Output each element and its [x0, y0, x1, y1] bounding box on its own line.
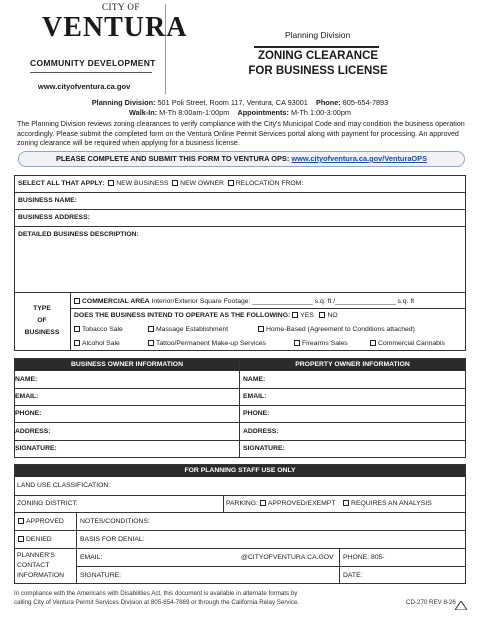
parking-label: PARKING:	[226, 500, 258, 507]
yes-label: YES	[300, 312, 314, 319]
zoning-district-field[interactable]: ZONING DISTRICT:	[17, 500, 78, 507]
divider	[14, 530, 466, 531]
date-field[interactable]: DATE:	[343, 572, 363, 579]
no-checkbox[interactable]	[319, 312, 325, 318]
planner-email-field[interactable]: EMAIL:	[80, 554, 103, 561]
new-business-checkbox[interactable]	[108, 180, 114, 186]
cannabis-checkbox[interactable]	[370, 340, 376, 346]
denied-checkbox[interactable]	[18, 536, 24, 542]
divider	[14, 405, 466, 406]
massage-checkbox[interactable]	[148, 326, 154, 332]
logo-divider	[30, 72, 152, 73]
owners-box	[14, 358, 466, 458]
logo-city-of: CITY OF	[102, 2, 140, 12]
no-label: NO	[327, 312, 338, 319]
commercial-area-label: COMMERCIAL AREA	[82, 298, 150, 305]
tobacco-checkbox[interactable]	[74, 326, 80, 332]
address-label: Planning Division:	[91, 98, 156, 107]
phone-label: Phone:	[315, 98, 341, 107]
appointments-value: M-Th 1:00-3:00pm	[290, 108, 351, 117]
banner-link[interactable]: www.cityofventura.ca.gov/VenturaOPS	[291, 154, 428, 163]
relocation-checkbox[interactable]	[228, 180, 234, 186]
property-owner-name-field[interactable]: NAME:	[243, 376, 266, 383]
property-owner-address-field[interactable]: ADDRESS:	[243, 428, 279, 435]
of-label: OF	[37, 317, 47, 324]
firearms-checkbox[interactable]	[294, 340, 300, 346]
approved-exempt-label: APPROVED/EXEMPT	[267, 500, 336, 507]
divider	[14, 422, 466, 423]
address-line	[0, 98, 480, 107]
property-owner-signature-field[interactable]: SIGNATURE:	[243, 445, 285, 452]
sqft-text: Interior/Exterior Square Footage: ________________ s.q. ft /________________ s.q. ft	[151, 298, 415, 305]
business-info-box	[14, 175, 466, 351]
relocation-label: RELOCATION FROM:	[235, 180, 304, 187]
approved-label: APPROVED	[26, 518, 64, 525]
business-owner-signature-field[interactable]: SIGNATURE:	[15, 445, 57, 452]
land-use-field[interactable]: LAND USE CLASSIFICATION:	[17, 482, 111, 489]
notes-field[interactable]: NOTES/CONDITIONS:	[80, 518, 150, 525]
business-owner-phone-field[interactable]: PHONE:	[15, 410, 42, 417]
business-owner-header: BUSINESS OWNER INFORMATION	[15, 359, 239, 371]
intend-row	[74, 312, 338, 319]
new-owner-label: NEW OWNER	[180, 180, 224, 187]
commercial-area-row	[74, 298, 414, 305]
property-owner-phone-field[interactable]: PHONE:	[243, 410, 270, 417]
form-number: CD-270 REV 8-26	[406, 599, 456, 606]
business-address-field[interactable]: BUSINESS ADDRESS:	[18, 214, 90, 221]
divider	[223, 495, 224, 512]
planner-signature-field[interactable]: SIGNATURE:	[80, 572, 122, 579]
divider	[14, 440, 466, 441]
divider	[14, 512, 466, 513]
divider	[76, 566, 466, 567]
ada-notice-line2: calling City of Ventura Permit Services Division at 805-654-7869 or through the California Relay Service.	[14, 599, 300, 606]
walkin-value: M-Th 8:00am-1:00pm	[159, 108, 230, 117]
requires-analysis-checkbox[interactable]	[343, 500, 349, 506]
recycle-icon	[455, 597, 467, 606]
appointments-label: Appointments:	[237, 108, 289, 117]
email-domain: @CITYOFVENTURA.CA.GOV	[241, 554, 334, 561]
home-based-label: Home-Based (Agreement to Conditions attached)	[266, 326, 415, 333]
logo-community-development: COMMUNITY DEVELOPMENT	[30, 58, 156, 68]
commercial-area-checkbox[interactable]	[74, 298, 80, 304]
business-owner-address-field[interactable]: ADDRESS:	[15, 428, 51, 435]
requires-analysis-label: REQUIRES AN ANALYSIS	[351, 500, 432, 507]
planning-division-label: Planning Division	[285, 30, 351, 40]
new-business-label: NEW BUSINESS	[116, 180, 169, 187]
new-owner-checkbox[interactable]	[172, 180, 178, 186]
divider	[14, 209, 466, 210]
website-link[interactable]: www.cityofventura.ca.gov	[38, 82, 131, 91]
select-all-label: SELECT ALL THAT APPLY:	[18, 180, 105, 187]
logo-ventura: VENTURA	[42, 12, 188, 43]
ada-notice-line1: In compliance with the Americans with Disabilities Act, this document is available in alternate formats by	[14, 590, 298, 597]
tattoo-label: Tattoo/Permanent Make-up Services	[156, 340, 266, 347]
walkin-label: Walk-In:	[129, 108, 158, 117]
basis-field[interactable]: BASIS FOR DENIAL:	[80, 536, 145, 543]
submit-banner	[18, 151, 465, 167]
planner-contact-label: PLANNER'S CONTACT INFORMATION	[17, 552, 65, 579]
tattoo-checkbox[interactable]	[148, 340, 154, 346]
phone-value: 805-654-7893	[342, 98, 389, 107]
select-all-row	[18, 180, 303, 187]
intend-label: DOES THE BUSINESS INTEND TO OPERATE AS THE FOLLOWING:	[74, 312, 291, 319]
alcohol-label: Alcohol Sale	[82, 340, 120, 347]
denied-label: DENIED	[26, 536, 52, 543]
yes-checkbox[interactable]	[292, 312, 298, 318]
divider	[70, 308, 466, 309]
business-owner-name-field[interactable]: NAME:	[15, 376, 38, 383]
planner-phone-field[interactable]: PHONE: 805-	[343, 554, 385, 561]
business-owner-email-field[interactable]: EMAIL:	[15, 393, 39, 400]
type-label: TYPE	[33, 305, 51, 312]
divider	[14, 388, 466, 389]
divider	[70, 292, 71, 351]
divider	[239, 359, 240, 458]
intro-paragraph: The Planning Division reviews zoning clearances to verify compliance with the City's Municipal Code and may condition the business operation accordingly. Please submit the completed form on the Ventura Online Permit Services portal along with payment for processing. An approved zoning clearance will be required when applying for a business license.	[17, 120, 465, 148]
massage-label: Massage Establishment	[156, 326, 229, 333]
divider	[14, 548, 466, 549]
divider	[14, 226, 466, 227]
hours-line	[0, 108, 480, 117]
form-title-line2: FOR BUSINESS LICENSE	[248, 65, 388, 77]
home-based-checkbox[interactable]	[258, 326, 264, 332]
firearms-label: Firearms Sales	[302, 340, 348, 347]
tobacco-label: Tobacco Sale	[82, 326, 123, 333]
property-owner-header: PROPERTY OWNER INFORMATION	[240, 359, 465, 371]
approved-exempt-checkbox[interactable]	[260, 500, 266, 506]
divider	[14, 192, 466, 193]
business-label: BUSINESS	[24, 329, 60, 336]
address-value: 501 Poli Street, Room 117, Ventura, CA 93001	[157, 98, 308, 107]
divider	[14, 292, 466, 293]
business-name-field[interactable]: BUSINESS NAME:	[18, 197, 77, 204]
description-field[interactable]: DETAILED BUSINESS DESCRIPTION:	[18, 231, 139, 238]
divider	[14, 495, 466, 496]
property-owner-email-field[interactable]: EMAIL:	[243, 393, 267, 400]
staff-header: FOR PLANNING STAFF USE ONLY	[15, 465, 465, 477]
title-divider	[254, 46, 379, 48]
cannabis-label: Commercial Cannabis	[378, 340, 445, 347]
banner-text: PLEASE COMPLETE AND SUBMIT THIS FORM TO VENTURA OPS:	[55, 154, 290, 163]
alcohol-checkbox[interactable]	[74, 340, 80, 346]
parking-row	[226, 500, 432, 507]
approved-checkbox[interactable]	[18, 518, 24, 524]
form-title-line1: ZONING CLEARANCE	[257, 50, 379, 62]
